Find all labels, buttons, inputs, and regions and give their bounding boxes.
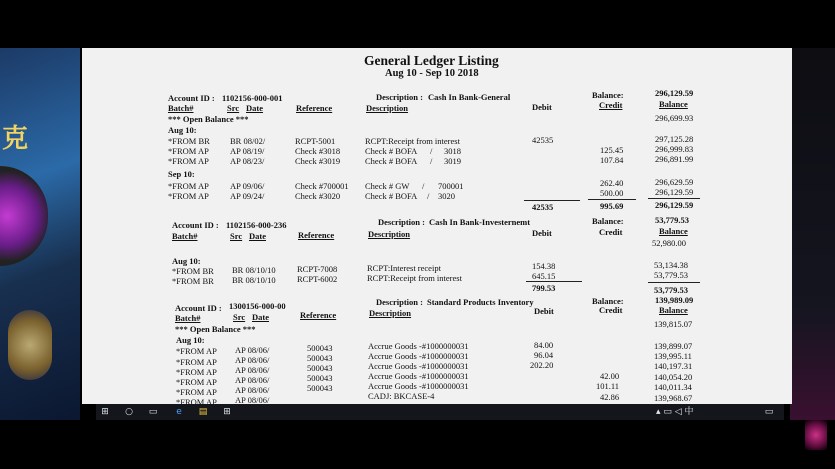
open-balance-label: *** Open Balance *** [175,324,256,334]
total-line [526,281,582,282]
balance-cell: 139,995.11 [654,351,692,361]
src-date-cell: AP 08/06/ [235,395,270,404]
debit-cell: 154.38 [532,261,556,271]
balance-cell: 53,134.38 [654,260,688,270]
description-cell: Accrue Goods -#1000000031 [368,341,469,351]
col-reference: Reference [298,230,335,240]
col-credit: Credit [599,227,623,237]
col-date: Date [249,231,266,241]
balance-cell: 296,629.59 [655,177,694,187]
reference-cell: 500043 [307,363,333,373]
batch-cell: *FROM AP [176,377,217,387]
col-date: Date [252,312,269,322]
col-debit: Debit [534,306,554,316]
reference-cell: RCPT-6002 [297,274,338,284]
src-date-cell: AP 09/06/ [230,181,265,191]
account-balance: 53,779.53 [655,215,689,225]
group-date: Sep 10: [168,169,195,179]
description-cell: RCPT:Receipt from interest [365,136,460,146]
col-description: Description [369,308,412,318]
credit-cell: 262.40 [600,178,624,188]
batch-cell: *FROM AP [168,181,209,191]
batch-cell: *FROM AP [176,387,217,397]
system-tray-icons[interactable]: ▴ ▭ ◁ 中 [656,407,694,417]
description-cell: RCPT:Receipt from interest [367,273,462,283]
col-src: Src [233,312,246,322]
account-id-label: Account ID : [172,220,219,230]
reference-cell: 500043 [307,353,333,363]
batch-cell: *FROM AP [176,397,217,404]
open-balance: 139,815.07 [654,319,693,329]
account-description: Cash In Bank-Investernemt [429,217,531,227]
total-line [588,199,636,200]
total-balance: 296,129.59 [655,200,694,210]
report-title: General Ledger Listing [364,53,499,68]
ledger-document [82,48,792,404]
headphone-graphic [0,166,48,266]
account-description: Cash In Bank-General [428,92,511,102]
credit-cell: 500.00 [600,188,624,198]
description-slash: / [427,191,430,201]
store-icon[interactable]: ⊞ [223,407,231,417]
src-date-cell: AP 08/06/ [235,375,270,385]
debit-cell: 96.04 [534,350,554,360]
description-cell: Accrue Goods -#1000000031 [368,371,469,381]
src-date-cell: BR 08/10/10 [232,275,276,285]
description-label: Description : [376,92,423,102]
col-description: Description [366,103,409,113]
search-icon[interactable]: ○ [125,407,133,417]
light-glow [805,420,827,450]
report-period: Aug 10 - Sep 10 2018 [385,68,479,79]
game-logo: 克 [2,123,29,153]
debit-cell: 645.15 [532,271,556,281]
credit-cell: 125.45 [600,145,624,155]
src-date-cell: AP 08/06/ [235,355,270,365]
description-ref-cell: 700001 [438,181,464,191]
total-debit: 799.53 [532,283,556,293]
description-cell: Check # BOFA [365,156,418,166]
credit-cell: 107.84 [600,155,624,165]
description-cell: Accrue Goods -#1000000031 [368,361,469,371]
debit-cell: 84.00 [534,340,554,350]
description-slash: / [422,181,425,191]
total-line [648,198,700,199]
col-description: Description [368,229,411,239]
balance-cell: 140,054.20 [654,372,693,382]
src-date-cell: AP 08/06/ [235,345,270,355]
account-balance: 139,989.09 [655,295,694,305]
description-cell: Accrue Goods -#1000000031 [368,351,469,361]
batch-cell: *FROM AP [168,156,209,166]
balance-cell: 296,891.99 [655,154,694,164]
balance-cell: 53,779.53 [654,270,688,280]
col-reference: Reference [300,310,337,320]
group-date: Aug 10: [168,125,197,135]
batch-cell: *FROM BR [168,136,210,146]
col-date: Date [246,103,263,113]
description-cell: CADJ: BKCASE-4 [368,391,435,401]
batch-cell: *FROM AP [176,346,217,356]
total-credit: 995.69 [600,201,624,211]
col-credit: Credit [599,100,623,110]
balance-label: Balance: [592,216,624,226]
start-icon[interactable]: ⊞ [101,407,109,417]
description-ref-cell: 3019 [444,156,461,166]
description-cell: Check # BOFA [365,191,418,201]
total-line [524,200,580,201]
open-balance-label: *** Open Balance *** [168,114,249,124]
credit-cell: 101.11 [596,381,620,391]
col-balance: Balance [659,226,688,236]
reference-cell: 500043 [307,343,333,353]
reference-cell: 500043 [307,383,333,393]
col-debit: Debit [532,228,552,238]
description-cell: Check # GW [365,181,410,191]
balance-cell: 139,968.67 [654,393,693,403]
total-line [648,282,700,283]
description-ref-cell: 3018 [444,146,461,156]
reference-cell: 500043 [307,373,333,383]
account-id-label: Account ID : [175,303,222,313]
src-date-cell: AP 08/06/ [235,365,270,375]
batch-cell: *FROM AP [168,146,209,156]
batch-cell: *FROM AP [176,357,217,367]
group-date: Aug 10: [172,256,201,266]
desktop-wallpaper-left [0,48,80,420]
account-balance: 296,129.59 [655,88,694,98]
reference-cell: RCPT-7008 [297,264,338,274]
balance-cell: 140,197.31 [654,361,693,371]
open-balance: 296,699.93 [655,113,694,123]
account-id: 1102156-000-001 [222,93,283,103]
description-slash: / [430,146,433,156]
description-label: Description : [378,217,425,227]
task-view-icon[interactable]: ▭ [148,407,158,417]
account-description: Standard Products Inventory [427,297,534,307]
reference-cell: RCPT-5001 [295,136,336,146]
balance-cell: 140,011.34 [654,382,692,392]
col-batch: Batch# [175,313,201,323]
col-credit: Credit [599,305,623,315]
batch-cell: *FROM AP [176,367,217,377]
description-cell: RCPT:Interest receipt [367,263,441,273]
account-id-label: Account ID : [168,93,215,103]
description-ref-cell: 3020 [438,191,455,201]
reference-cell: Check #700001 [295,181,349,191]
balance-cell: 139,899.07 [654,341,693,351]
batch-cell: *FROM BR [172,276,214,286]
account-id: 1102156-000-236 [226,220,287,230]
balance-label: Balance: [592,90,624,100]
edge-icon[interactable]: e [176,407,182,417]
src-date-cell: BR 08/02/ [230,136,266,146]
account-id: 1300156-000-00 [229,301,286,311]
src-date-cell: AP 08/19/ [230,146,265,156]
col-src: Src [230,231,243,241]
reference-cell: Check #3020 [295,191,341,201]
description-cell: Check # BOFA [365,146,418,156]
total-balance: 53,779.53 [654,285,688,295]
col-batch: Batch# [168,103,194,113]
credit-cell: 42.00 [600,371,620,381]
src-date-cell: AP 09/24/ [230,191,265,201]
debit-cell: 202.20 [530,360,554,370]
balance-label: Balance: [592,296,624,306]
balance-cell: 297,125.28 [655,134,694,144]
reference-cell: Check #3019 [295,156,341,166]
batch-cell: *FROM BR [172,266,214,276]
group-date: Aug 10: [176,335,205,345]
src-date-cell: BR 08/10/10 [232,265,276,275]
description-slash: / [430,156,433,166]
open-balance: 52,980.00 [652,238,686,248]
credit-cell: 42.86 [600,392,620,402]
batch-cell: *FROM AP [168,191,209,201]
col-src: Src [227,103,240,113]
file-explorer-icon[interactable]: ▤ [198,407,208,417]
desktop-wallpaper-right [790,48,835,420]
src-date-cell: AP 08/06/ [235,385,270,395]
badge-graphic [8,310,52,380]
total-debit: 42535 [532,202,554,212]
debit-cell: 42535 [532,135,554,145]
reference-cell: Check #3018 [295,146,341,156]
col-reference: Reference [296,103,333,113]
taskbar [96,404,784,420]
notification-icon[interactable]: ▭ [764,407,774,417]
col-batch: Batch# [172,231,198,241]
description-label: Description : [376,297,423,307]
col-debit: Debit [532,102,552,112]
col-balance: Balance [659,305,688,315]
src-date-cell: AP 08/23/ [230,156,265,166]
balance-cell: 296,999.83 [655,144,694,154]
col-balance: Balance [659,99,688,109]
description-cell: Accrue Goods -#1000000031 [368,381,469,391]
balance-cell: 296,129.59 [655,187,694,197]
